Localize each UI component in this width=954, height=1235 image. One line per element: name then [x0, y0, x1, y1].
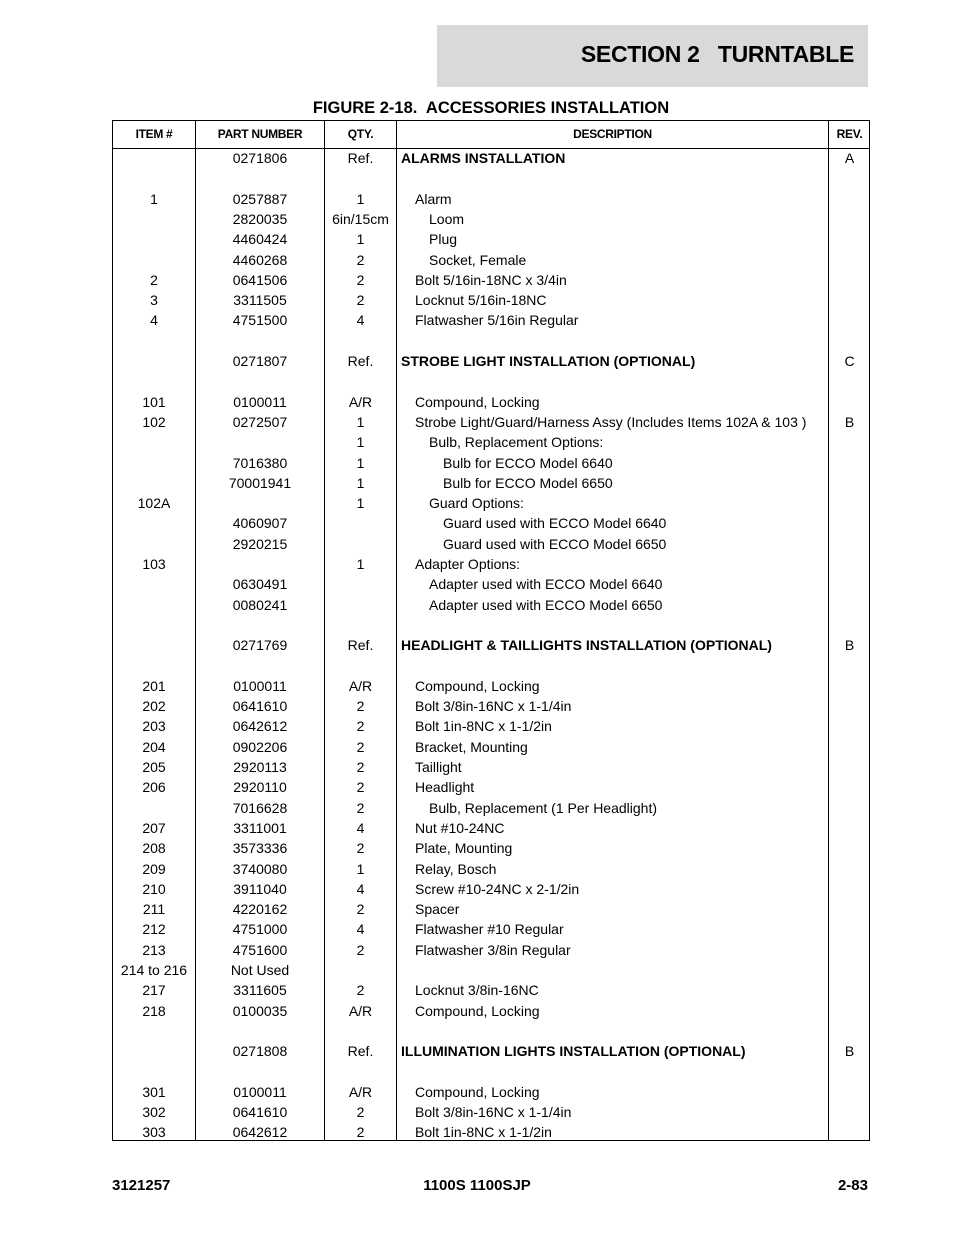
table-row [113, 310, 869, 330]
qty-cell: 2 [356, 251, 365, 268]
qty-cell: Ref. [347, 637, 374, 654]
qty-cell: 4 [356, 312, 365, 329]
description-cell: Bolt 1in-8NC x 1-1/2in [415, 1124, 552, 1141]
rev-cell: B [844, 413, 855, 430]
column-header-qty: QTY. [347, 127, 374, 141]
qty-cell: 4 [356, 921, 365, 938]
footer-page-number: 2-83 [837, 1177, 868, 1194]
column-header-rev: REV. [836, 127, 863, 141]
description-cell: Adapter Options: [415, 556, 521, 572]
section-title: SECTION 2 TURNTABLE [580, 41, 854, 67]
part-number-cell: 3311505 [233, 292, 287, 309]
table-row [113, 270, 869, 290]
footer-doc-number: 3121257 [112, 1177, 171, 1194]
item-number-cell: 103 [142, 556, 166, 572]
table-row [113, 189, 869, 209]
qty-cell: 6in/15cm [332, 210, 389, 227]
table-row [113, 250, 869, 270]
column-header-item: ITEM # [135, 127, 173, 141]
description-cell: Spacer [415, 901, 460, 918]
item-number-cell: 218 [142, 1002, 166, 1019]
item-number-cell: 206 [142, 779, 166, 796]
table-row [113, 859, 869, 879]
part-number-cell: 0100011 [233, 1083, 287, 1100]
part-number-cell: 3573336 [232, 840, 288, 857]
table-row [113, 351, 869, 371]
qty-cell: A/R [348, 1002, 373, 1019]
description-cell: Socket, Female [429, 251, 527, 268]
part-number-cell: 0271808 [232, 1043, 288, 1060]
table-row [113, 1082, 869, 1102]
qty-cell: 1 [356, 413, 365, 430]
table-row [113, 1122, 869, 1142]
item-number-cell: 101 [142, 393, 166, 410]
part-number-cell: 4460424 [232, 231, 288, 248]
item-number-cell: 210 [142, 880, 166, 897]
item-number-cell: 214 to 216 [120, 962, 188, 978]
description-cell: Headlight [415, 779, 475, 796]
table-row [113, 818, 869, 838]
item-number-cell: 302 [142, 1104, 166, 1121]
table-row [113, 696, 869, 716]
table-row [113, 879, 869, 899]
table-row [113, 940, 869, 960]
rev-cell: B [844, 1043, 855, 1060]
section-header [437, 25, 868, 87]
part-number-cell: 0100011 [233, 393, 287, 410]
description-cell: Screw #10-24NC x 2-1/2in [415, 880, 580, 897]
part-number-cell: 0271806 [232, 150, 288, 166]
part-number-cell: 0271807 [232, 353, 288, 369]
qty-cell: 1 [356, 860, 365, 877]
description-cell: Bolt 5/16in-18NC x 3/4in [415, 271, 567, 288]
qty-cell: 1 [356, 474, 365, 491]
table-row [113, 534, 869, 554]
description-cell: ILLUMINATION LIGHTS INSTALLATION (OPTIONAL) [401, 1043, 746, 1060]
part-number-cell: 4751500 [232, 312, 288, 329]
qty-cell: A/R [348, 677, 373, 694]
description-cell: Flatwasher 5/16in Regular [415, 312, 579, 329]
description-cell: Plug [429, 231, 458, 248]
part-number-cell: 0272507 [232, 413, 288, 430]
item-number-cell: 212 [142, 921, 166, 938]
part-number-cell: 0100011 [233, 677, 287, 694]
part-number-cell: 3311605 [233, 982, 287, 999]
item-number-cell: 208 [142, 840, 166, 857]
table-row [113, 777, 869, 797]
part-number-cell: 0642612 [232, 718, 288, 735]
description-cell: ALARMS INSTALLATION [401, 150, 566, 166]
table-row [113, 838, 869, 858]
description-cell: Bracket, Mounting [415, 738, 528, 755]
table-row [113, 899, 869, 919]
part-number-cell: 3740080 [232, 860, 288, 877]
description-cell: Bulb for ECCO Model 6640 [443, 454, 613, 471]
part-number-cell: 0271769 [232, 637, 288, 654]
qty-cell: 4 [356, 819, 365, 836]
description-cell: Adapter used with ECCO Model 6640 [429, 576, 663, 593]
table-row [113, 676, 869, 696]
description-cell: Relay, Bosch [415, 860, 497, 877]
table-row [113, 757, 869, 777]
figure-title: FIGURE 2-18. ACCESSORIES INSTALLATION [312, 99, 670, 117]
description-cell: HEADLIGHT & TAILLIGHTS INSTALLATION (OPTIONAL) [401, 637, 772, 654]
description-cell: Adapter used with ECCO Model 6650 [429, 596, 663, 613]
description-cell: Guard used with ECCO Model 6640 [443, 515, 667, 532]
rev-cell: C [844, 353, 855, 369]
qty-cell: 2 [356, 698, 365, 715]
column-header-part-number: PART NUMBER [217, 127, 303, 141]
part-number-cell: 0641506 [232, 271, 288, 288]
item-number-cell: 201 [142, 677, 166, 694]
part-number-cell: 0642612 [232, 1124, 288, 1141]
description-cell: Bolt 1in-8NC x 1-1/2in [415, 718, 552, 735]
item-number-cell: 3 [150, 292, 158, 309]
description-cell: Alarm [415, 190, 452, 207]
table-row [113, 473, 869, 493]
qty-cell: Ref. [347, 353, 374, 369]
description-cell: Bulb, Replacement (1 Per Headlight) [429, 799, 658, 816]
part-number-cell: 2920110 [233, 779, 287, 796]
table-row [113, 554, 869, 574]
item-number-cell: 301 [142, 1083, 166, 1100]
part-number-cell: 4220162 [232, 901, 288, 918]
description-cell: Strobe Light/Guard/Harness Assy (Includes Items 102A & 103 ) [415, 413, 807, 430]
qty-cell: 2 [356, 759, 365, 775]
part-number-cell: 7016628 [232, 799, 288, 816]
description-cell: Bolt 3/8in-16NC x 1-1/4in [415, 698, 572, 715]
table-row [113, 229, 869, 249]
item-number-cell: 203 [142, 718, 166, 735]
table-row [113, 574, 869, 594]
table-row [113, 716, 869, 736]
qty-cell: 1 [356, 556, 365, 572]
part-number-cell: 7016380 [232, 454, 288, 471]
qty-cell: Ref. [347, 150, 374, 166]
table-row [113, 209, 869, 229]
table-row [113, 148, 869, 168]
description-cell: Bulb for ECCO Model 6650 [443, 474, 613, 491]
qty-cell: 2 [356, 982, 365, 999]
part-number-cell: 0630491 [232, 576, 288, 593]
qty-cell: 1 [356, 495, 365, 512]
table-row [113, 1041, 869, 1061]
table-row [113, 1102, 869, 1122]
qty-cell: 2 [356, 738, 365, 755]
description-cell: Compound, Locking [415, 393, 540, 410]
item-number-cell: 209 [142, 860, 166, 877]
item-number-cell: 1 [150, 190, 158, 207]
part-number-cell: 3311001 [233, 819, 287, 836]
qty-cell: 2 [356, 292, 365, 309]
item-number-cell: 207 [142, 819, 166, 836]
part-number-cell: 4060907 [232, 515, 288, 532]
qty-cell: 2 [356, 1104, 365, 1121]
table-row [113, 290, 869, 310]
description-cell: Bolt 3/8in-16NC x 1-1/4in [415, 1104, 572, 1121]
item-number-cell: 205 [142, 759, 166, 775]
part-number-cell: 4751600 [232, 941, 288, 958]
table-row [113, 412, 869, 432]
part-number-cell: 0641610 [232, 1104, 288, 1121]
table-row [113, 432, 869, 452]
description-cell: Loom [429, 210, 465, 227]
description-cell: Taillight [415, 759, 462, 775]
qty-cell: 2 [356, 271, 365, 288]
qty-cell: 2 [356, 779, 365, 796]
table-row [113, 493, 869, 513]
description-cell: Compound, Locking [415, 1083, 540, 1100]
table-row [113, 980, 869, 1000]
description-cell: Nut #10-24NC [415, 819, 505, 836]
description-cell: Guard used with ECCO Model 6650 [443, 535, 667, 552]
part-number-cell: 4460268 [232, 251, 288, 268]
part-number-cell: 2920113 [233, 759, 287, 775]
qty-cell: 2 [356, 1124, 365, 1141]
qty-cell: Ref. [347, 1043, 374, 1060]
table-row [113, 513, 869, 533]
description-cell: Flatwasher 3/8in Regular [415, 941, 571, 958]
rev-cell: B [844, 637, 855, 654]
part-number-cell: Not Used [230, 962, 290, 978]
qty-cell: 2 [356, 840, 365, 857]
part-number-cell: 3911040 [233, 880, 287, 897]
qty-cell: 2 [356, 941, 365, 958]
table-row [113, 737, 869, 757]
description-cell: Plate, Mounting [415, 840, 513, 857]
qty-cell: A/R [348, 393, 373, 410]
item-number-cell: 2 [150, 271, 158, 288]
qty-cell: 2 [356, 718, 365, 735]
table-row [113, 635, 869, 655]
footer-model: 1100S 1100SJP [423, 1177, 531, 1194]
qty-cell: 4 [356, 880, 365, 897]
item-number-cell: 202 [142, 698, 166, 715]
item-number-cell: 211 [142, 901, 166, 918]
description-cell: Bulb, Replacement Options: [429, 434, 604, 451]
qty-cell: A/R [348, 1083, 373, 1100]
parts-table [112, 120, 870, 1141]
table-row [113, 919, 869, 939]
description-cell: Guard Options: [429, 495, 524, 512]
part-number-cell: 2820035 [232, 210, 288, 227]
table-row [113, 392, 869, 412]
description-cell: Locknut 5/16in-18NC [415, 292, 547, 309]
table-row [113, 595, 869, 615]
item-number-cell: 102A [137, 495, 171, 512]
table-row [113, 798, 869, 818]
item-number-cell: 4 [150, 312, 158, 329]
qty-cell: 1 [356, 231, 365, 248]
part-number-cell: 4751000 [232, 921, 288, 938]
qty-cell: 2 [356, 901, 365, 918]
part-number-cell: 0902206 [232, 738, 288, 755]
item-number-cell: 204 [142, 738, 166, 755]
item-number-cell: 213 [142, 941, 166, 958]
part-number-cell: 70001941 [228, 474, 292, 491]
part-number-cell: 2920215 [232, 535, 288, 552]
description-cell: Compound, Locking [415, 1002, 540, 1019]
qty-cell: 1 [356, 190, 365, 207]
item-number-cell: 217 [142, 982, 166, 999]
description-cell: Locknut 3/8in-16NC [415, 982, 539, 999]
qty-cell: 1 [356, 434, 365, 451]
description-cell: Flatwasher #10 Regular [415, 921, 564, 938]
item-number-cell: 102 [142, 413, 166, 430]
description-cell: Compound, Locking [415, 677, 540, 694]
qty-cell: 1 [356, 454, 365, 471]
column-header-description: DESCRIPTION [573, 127, 652, 141]
part-number-cell: 0100035 [232, 1002, 288, 1019]
table-row [113, 453, 869, 473]
part-number-cell: 0080241 [232, 596, 288, 613]
description-cell: STROBE LIGHT INSTALLATION (OPTIONAL) [401, 353, 696, 369]
item-number-cell: 303 [142, 1124, 166, 1141]
part-number-cell: 0641610 [232, 698, 288, 715]
part-number-cell: 0257887 [232, 190, 288, 207]
qty-cell: 2 [356, 799, 365, 816]
table-row [113, 960, 869, 980]
table-row [113, 1001, 869, 1021]
rev-cell: A [844, 150, 855, 166]
